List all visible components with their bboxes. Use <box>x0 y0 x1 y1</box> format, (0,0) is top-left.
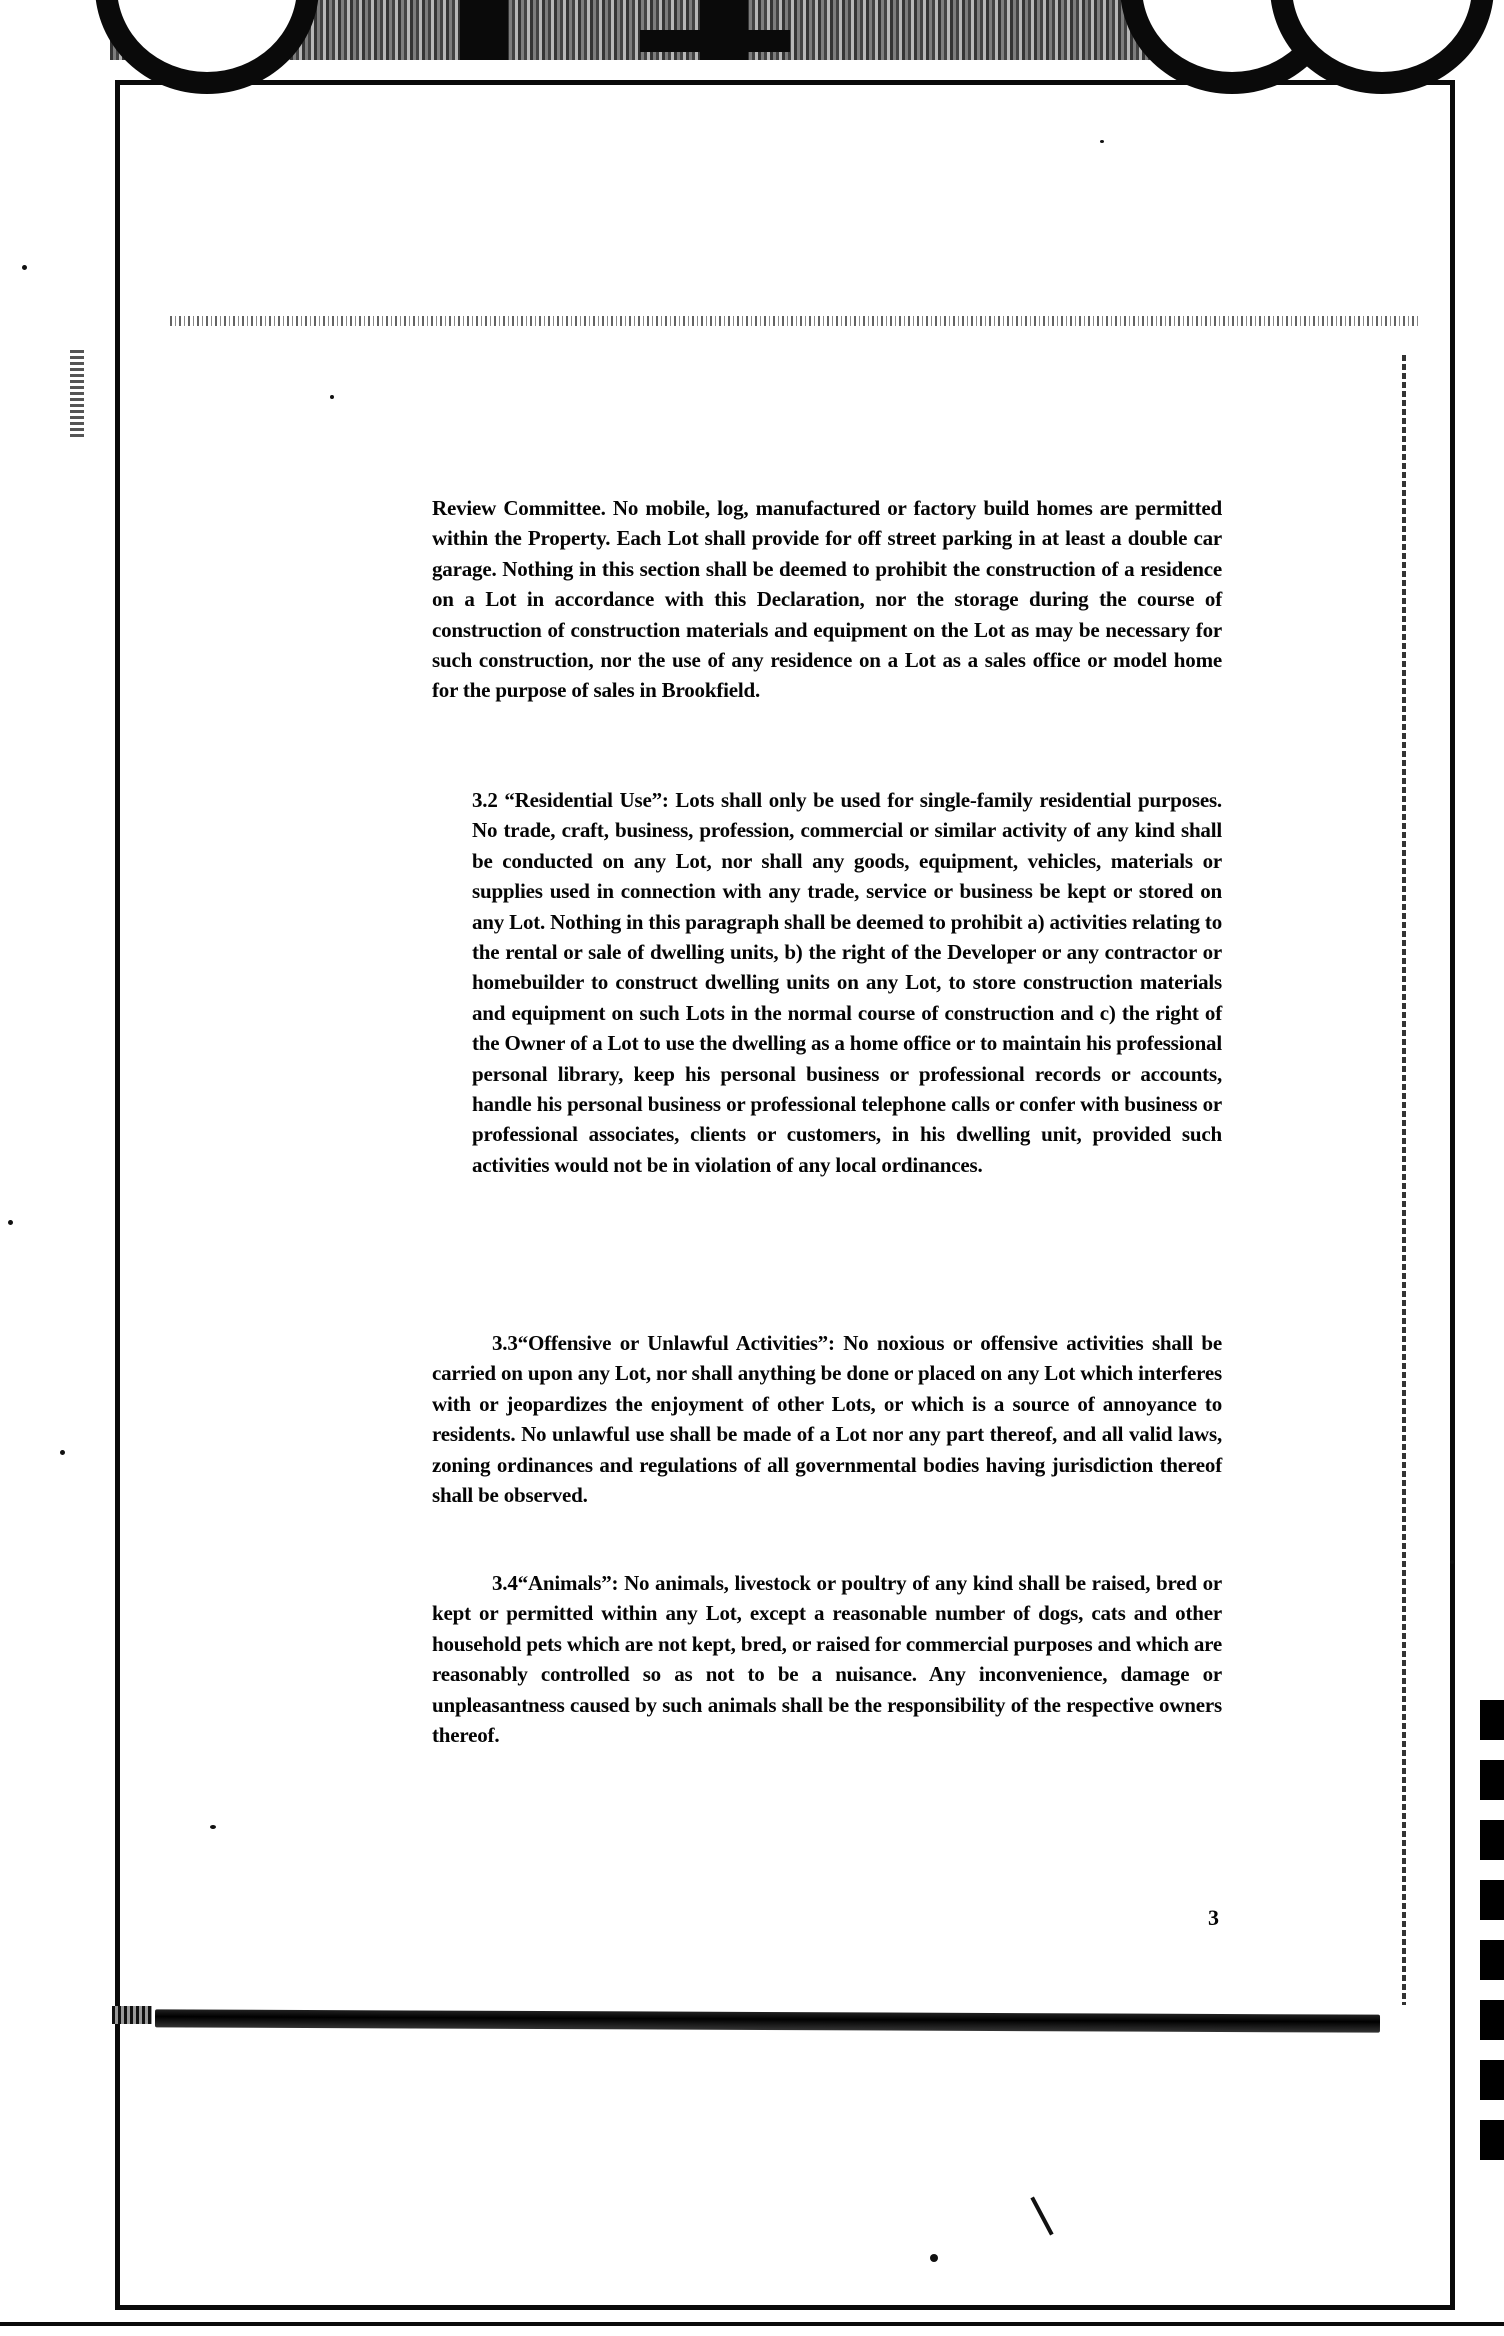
scan-speck <box>210 1825 216 1829</box>
page-number: 3 <box>1208 1905 1219 1930</box>
section-3-3 <box>432 1328 1222 1510</box>
inner-margin-line <box>1402 355 1406 2005</box>
page-frame <box>115 80 1455 2310</box>
scan-speck <box>22 265 27 270</box>
section-3-2-heading: 3.2 “Residential Use”: <box>472 788 676 812</box>
scan-header-glyph <box>460 0 508 60</box>
scan-edge-mark <box>70 350 84 440</box>
scan-bottom-edge <box>0 2322 1504 2326</box>
section-3-2-text: Lots shall only be used for single-family residential purposes. No trade, craft, business, profession, commercial or similar activity of any kind shall be conducted on any Lot, nor shall any goods, equipment, vehicles, materials or supplies used in connection with any trade, service or business be kept or stored on any Lot. Nothing in this paragraph shall be deemed to prohibit a) activities relating to the rental or sale of dwelling units, b) the right of the Developer or any contractor or homebuilder to construct dwelling units on any Lot, to store construction materials and equipment on such Lots in the normal course of construction and c) the right of the Owner of a Lot to use the dwelling as a home office or to maintain his professional personal library, keep his personal business or professional records or accounts, handle his personal business or professional telephone calls or confer with business or professional associates, clients or customers, in his dwelling unit, provided such activities would not be in violation of any local ordinances. <box>472 788 1222 1177</box>
scan-speck <box>1450 1560 1454 1564</box>
section-3-4 <box>432 1568 1222 1750</box>
section-3-3-text: No noxious or offensive activities shall be carried on upon any Lot, nor shall anything be done or placed on any Lot which interferes with or jeopardizes the enjoyment of other Lots, or which is a source of annoyance to residents. No unlawful use shall be made of a Lot nor any part thereof, and all valid laws, zoning ordinances and regulations of all governmental bodies having jurisdiction thereof shall be observed. <box>432 1331 1222 1508</box>
scan-speck <box>60 1450 65 1455</box>
scan-speck <box>330 395 334 399</box>
scan-header-glyph <box>640 30 790 52</box>
section-3-3-heading: 3.3“Offensive or Unlawful Activities”: <box>492 1331 844 1355</box>
scan-speck <box>930 2254 938 2262</box>
section-3-4-text: No animals, livestock or poultry of any kind shall be raised, bred or kept or permitted within any Lot, except a reasonable number of dogs, cats and other household pets which are not kept, bred, or raised for commercial purposes and which are reasonably controlled so as not to be a nuisance. Any inconvenience, damage or unpleasantness caused by such animals shall be the responsibility of the respective owners thereof. <box>432 1571 1222 1748</box>
paragraph-continued: Review Committee. No mobile, log, manufactured or factory build homes are permitted within the Property. Each Lot shall provide for off street parking in at least a double car garage. Nothing in this section shall be deemed to prohibit the construction of a residence on a Lot in accordance with this Declaration, nor the storage during the course of construction of construction materials and equipment on the Lot as may be necessary for such construction, nor the use of any residence on a Lot as a sales office or model home for the purpose of sales in Brookfield. <box>432 496 1222 703</box>
footer-rule-fragment <box>112 2006 152 2024</box>
scan-edge-mark <box>1480 1700 1504 2180</box>
section-3-2 <box>472 785 1222 1180</box>
section-3-4-heading: 3.4“Animals”: <box>492 1571 625 1595</box>
scan-speck <box>8 1220 13 1225</box>
scan-speck <box>1100 140 1104 143</box>
header-rule <box>170 316 1420 326</box>
